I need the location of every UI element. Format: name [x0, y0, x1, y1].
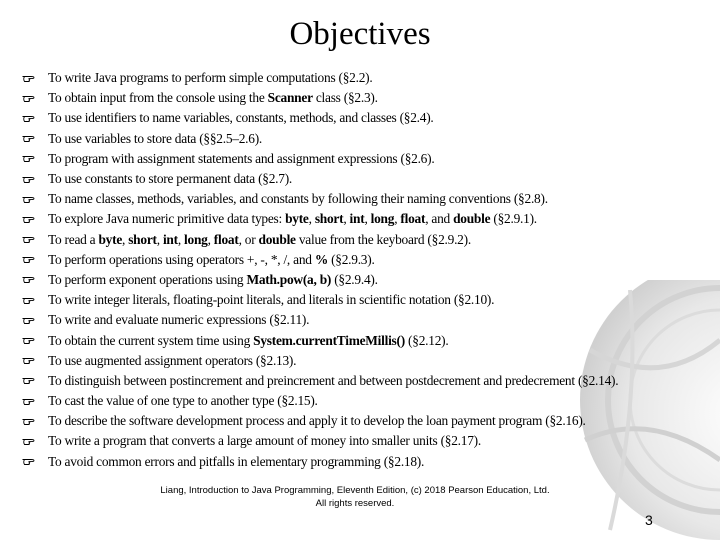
- objective-item: [22, 330, 618, 350]
- objective-item: [22, 371, 618, 391]
- objective-text: [48, 433, 481, 449]
- text-run: (§2.12).: [404, 332, 449, 348]
- objective-item: [22, 189, 618, 209]
- pointing-hand-icon: [22, 437, 48, 446]
- objective-text: [48, 191, 548, 207]
- pointing-hand-icon: [22, 457, 48, 466]
- text-run: To write a program that converts a large amount of money into smaller units (§2.17).: [48, 433, 481, 449]
- bold-term: int: [162, 231, 178, 247]
- objective-item: [22, 230, 618, 250]
- text-run: class (§2.3).: [312, 90, 378, 106]
- text-run: ,: [207, 231, 214, 247]
- text-run: ,: [156, 231, 163, 247]
- bold-term: short: [128, 231, 157, 247]
- objective-text: [48, 373, 618, 389]
- text-run: To describe the software development process and apply it to develop the loan payment program (§2.16).: [48, 413, 586, 429]
- text-run: To use variables to store data (§§2.5–2.6).: [48, 130, 263, 146]
- text-run: ,: [177, 231, 185, 247]
- objective-item: [22, 452, 618, 472]
- objective-text: [48, 110, 434, 126]
- text-run: (§2.9.3).: [327, 251, 375, 267]
- objective-item: [22, 209, 618, 229]
- objective-item: [22, 411, 618, 431]
- pointing-hand-icon: [22, 195, 48, 204]
- objective-item: [22, 391, 618, 411]
- objective-text: [48, 454, 424, 470]
- bold-term: long: [370, 211, 395, 227]
- objective-text: [48, 272, 378, 288]
- text-run: To name classes, methods, variables, and constants by following their naming conventions (§2.8).: [48, 191, 548, 207]
- pointing-hand-icon: [22, 336, 48, 345]
- objective-text: [48, 232, 471, 248]
- pointing-hand-icon: [22, 376, 48, 385]
- text-run: (§2.9.1).: [490, 211, 537, 227]
- objective-text: [48, 131, 262, 147]
- objective-item: [22, 290, 618, 310]
- text-run: ,: [308, 211, 315, 227]
- pointing-hand-icon: [22, 417, 48, 426]
- objective-text: [48, 393, 318, 409]
- text-run: To use constants to store permanent data (§2.7).: [48, 171, 293, 187]
- objective-text: [48, 70, 372, 86]
- slide-title: Objectives: [289, 16, 431, 52]
- objectives-list: [22, 68, 618, 472]
- objective-item: [22, 129, 618, 149]
- footer-copyright: Liang, Introduction to Java Programming, Eleventh Edition, (c) 2018 Pearson Education, Ltd.: [160, 485, 550, 496]
- objective-item: [22, 310, 618, 330]
- text-run: (§2.9.4).: [331, 271, 378, 287]
- objective-item: [22, 88, 618, 108]
- pointing-hand-icon: [22, 215, 48, 224]
- text-run: To perform exponent operations using: [48, 271, 247, 287]
- bold-term: byte: [285, 211, 309, 227]
- objective-text: [48, 171, 292, 187]
- bold-term: float: [213, 231, 239, 247]
- text-run: To obtain the current system time using: [48, 332, 254, 348]
- text-run: To use augmented assignment operators (§2.13).: [48, 352, 297, 368]
- pointing-hand-icon: [22, 134, 48, 143]
- objective-text: [48, 90, 378, 106]
- bold-term: short: [314, 211, 344, 227]
- objective-item: [22, 108, 618, 128]
- page-number: 3: [645, 512, 653, 528]
- pointing-hand-icon: [22, 356, 48, 365]
- objective-text: [48, 333, 448, 349]
- pointing-hand-icon: [22, 74, 48, 83]
- objective-item: [22, 431, 618, 451]
- text-run: , or: [238, 231, 259, 247]
- objective-item: [22, 169, 618, 189]
- bold-term: int: [349, 211, 365, 227]
- objective-item: [22, 68, 618, 88]
- text-run: To obtain input from the console using the: [48, 90, 268, 106]
- text-run: To read a: [48, 231, 99, 247]
- text-run: To write Java programs to perform simple computations (§2.2).: [48, 70, 373, 86]
- bold-term: %: [314, 251, 328, 267]
- bold-term: long: [184, 231, 208, 247]
- text-run: To write and evaluate numeric expressions (§2.11).: [48, 312, 310, 328]
- text-run: , and: [425, 211, 454, 227]
- text-run: To use identifiers to name variables, constants, methods, and classes (§2.4).: [48, 110, 434, 126]
- pointing-hand-icon: [22, 94, 48, 103]
- text-run: ,: [122, 231, 129, 247]
- pointing-hand-icon: [22, 255, 48, 264]
- objective-item: [22, 351, 618, 371]
- footer-rights: All rights reserved.: [315, 498, 395, 509]
- text-run: To avoid common errors and pitfalls in elementary programming (§2.18).: [48, 453, 425, 469]
- bold-term: System.currentTimeMillis(): [253, 332, 405, 348]
- bold-term: double: [453, 211, 491, 227]
- objective-text: [48, 252, 375, 268]
- text-run: To program with assignment statements and assignment expressions (§2.6).: [48, 150, 435, 166]
- text-run: To cast the value of one type to another type (§2.15).: [48, 393, 318, 409]
- objective-item: [22, 149, 618, 169]
- pointing-hand-icon: [22, 235, 48, 244]
- bold-term: Scanner: [267, 90, 313, 106]
- slide-footer: [140, 484, 570, 510]
- bold-term: double: [258, 231, 296, 247]
- objective-item: [22, 250, 618, 270]
- pointing-hand-icon: [22, 316, 48, 325]
- objective-item: [22, 270, 618, 290]
- pointing-hand-icon: [22, 114, 48, 123]
- text-run: ,: [394, 211, 401, 227]
- objective-text: [48, 211, 537, 227]
- text-run: To explore Java numeric primitive data types:: [48, 211, 286, 227]
- text-run: To distinguish between postincrement and preincrement and between postdecrement and predecrement (§2.14).: [48, 372, 619, 388]
- bold-term: Math.pow(a, b): [246, 271, 332, 287]
- pointing-hand-icon: [22, 397, 48, 406]
- pointing-hand-icon: [22, 275, 48, 284]
- pointing-hand-icon: [22, 296, 48, 305]
- objective-text: [48, 292, 494, 308]
- text-run: value from the keyboard (§2.9.2).: [295, 231, 471, 247]
- bold-term: byte: [98, 231, 123, 247]
- objective-text: [48, 413, 586, 429]
- objective-text: [48, 312, 309, 328]
- text-run: To perform operations using operators +, -, *, /, and: [48, 251, 315, 267]
- text-run: ,: [343, 211, 350, 227]
- text-run: To write integer literals, floating-point literals, and literals in scientific notation (§2.10).: [48, 292, 495, 308]
- objective-text: [48, 151, 434, 167]
- bold-term: float: [400, 211, 426, 227]
- pointing-hand-icon: [22, 175, 48, 184]
- text-run: ,: [364, 211, 371, 227]
- objective-text: [48, 353, 296, 369]
- pointing-hand-icon: [22, 154, 48, 163]
